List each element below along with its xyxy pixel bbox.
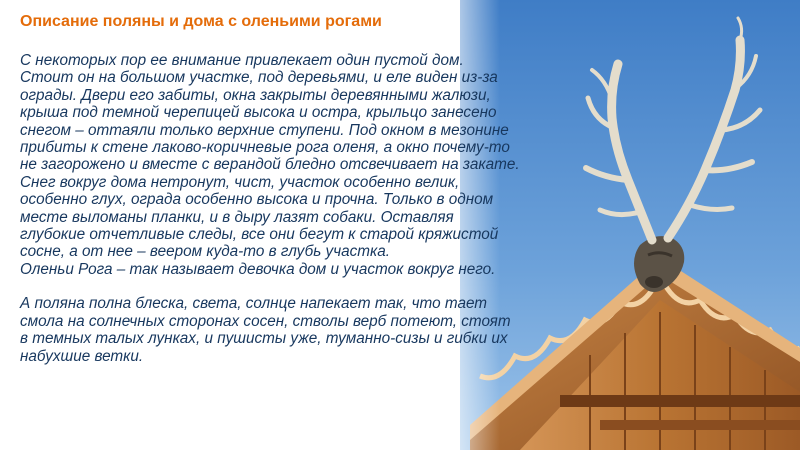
paragraph-line: ограды. Двери его забиты, окна закрыты деревянными жалюзи, (20, 86, 491, 104)
slide-title: Описание поляны и дома с оленьими рогами (20, 13, 382, 30)
paragraph-line: прибиты к стене лаково-коричневые рога оленя, а окно почему-то (20, 138, 510, 156)
paragraph-line: в темных талых лунках, и пушисты уже, туманно-сизы и гибки их (20, 330, 508, 348)
paragraph-line: Оленьи Рога – так называет девочка дом и участок вокруг него. (20, 260, 496, 278)
paragraph-line: Стоит он на большом участке, под деревьями, и еле виден из-за (20, 69, 498, 87)
paragraph-line: А поляна полна блеска, света, солнце напекает так, что тает (20, 295, 488, 313)
paragraph-line: смола на солнечных сторонах сосен, стволы верб потеют, стоят (20, 312, 511, 330)
paragraph-line: сосне, а от нее – веером куда-то в глубь участка. (20, 243, 390, 261)
paragraph-line: С некоторых пор ее внимание привлекает один пустой дом. (20, 52, 464, 69)
paragraph-line: крыша под темной черепицей высока и остра, крыльцо занесено (20, 104, 497, 122)
paragraph-gap (20, 278, 680, 295)
paragraph-line: не загорожено и вместе с верандой бледно отсвечивает на закате. (20, 156, 520, 174)
paragraph-line: глубокие отчетливые следы, все они бегут к старой кряжистой (20, 225, 499, 243)
body-text (20, 52, 680, 365)
paragraph-line: набухшие ветки. (20, 347, 144, 365)
paragraph-line: Снег вокруг дома нетронут, чист, участок особенно велик, (20, 173, 460, 191)
paragraph-line: снегом – оттаяли только верхние ступени. Под окном в мезонине (20, 121, 509, 139)
paragraph-line: особенно глух, ограда особенно высока и прочна. Только в одном (20, 191, 494, 209)
paragraph-line: месте выломаны планки, и в дыру лазят собаки. Оставляя (20, 208, 454, 226)
